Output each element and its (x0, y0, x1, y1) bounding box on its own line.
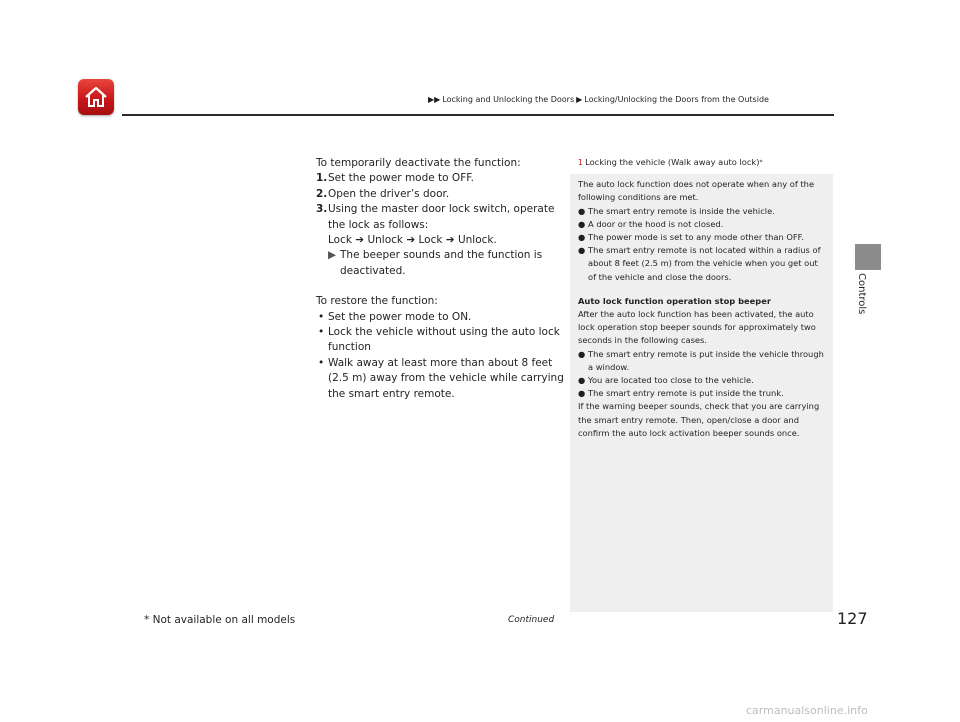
list-item (578, 218, 825, 231)
breadcrumb-item-outside[interactable]: Locking/Unlocking the Doors from the Outside (584, 95, 769, 104)
step-text: Open the driver’s door. (328, 187, 450, 200)
sequence-word: Unlock (367, 234, 403, 247)
step-number: 3. (316, 203, 328, 216)
list-item-text: The smart entry remote is not located within a radius of about 8 feet (2.5 m) from the vehicle when you get out of the vehicle and close the doors. (588, 245, 821, 282)
list-item (578, 231, 825, 244)
section-tab[interactable] (855, 244, 881, 270)
list-item-text: The smart entry remote is put inside the vehicle through a window. (588, 348, 824, 372)
step-number: 2. (316, 187, 328, 200)
sidebar-paragraph: The auto lock function does not operate when any of the following conditions are met. (578, 179, 815, 203)
list-item (578, 374, 825, 387)
bullet-icon: • (318, 356, 325, 369)
sidebar-title (570, 156, 833, 174)
breadcrumb (428, 95, 769, 104)
step-2 (316, 187, 564, 202)
list-item-text: The power mode is set to any mode other than OFF. (588, 232, 804, 243)
bullet-icon: ● (578, 348, 586, 359)
list-item-text: A door or the hood is not closed. (588, 218, 724, 229)
bullet-icon: • (318, 326, 325, 339)
bullet-icon: ● (578, 232, 586, 243)
list-item (316, 325, 564, 356)
home-icon (83, 85, 109, 109)
arrow-right-icon: ➔ (406, 234, 416, 247)
list-item-text: The smart entry remote is inside the vehicle. (588, 205, 775, 216)
result-note (316, 248, 564, 279)
breadcrumb-arrow-icon: ▶▶ (428, 95, 441, 104)
sidebar-paragraph: If the warning beeper sounds, check that you are carrying the smart entry remote. Then, open/close a door and confirm the auto lock activation beeper sounds once. (578, 401, 820, 438)
step-number: 1. (316, 172, 328, 185)
asterisk-marker: * (759, 159, 763, 166)
arrow-right-icon: ➔ (445, 234, 455, 247)
list-item-text: Lock the vehicle without using the auto lock function (328, 326, 560, 354)
sequence-word: Lock (328, 234, 352, 247)
breadcrumb-item-doors[interactable]: Locking and Unlocking the Doors (442, 95, 575, 104)
arrow-right-icon: ➔ (355, 234, 365, 247)
sidebar-paragraph: After the auto lock function has been activated, the auto lock operation stop beeper sounds for approximately two seconds in the following cases. (578, 309, 816, 346)
list-item (578, 244, 825, 284)
footnote: * Not available on all models (144, 614, 296, 626)
watermark: carmanualsonline.info (746, 704, 868, 717)
list-item-text: The smart entry remote is put inside the trunk. (588, 388, 784, 399)
bullet-icon: ● (578, 375, 586, 386)
list-item-text: You are located too close to the vehicle. (588, 375, 754, 386)
list-item-text: Walk away at least more than about 8 feet (2.5 m) away from the vehicle while carrying the smart entry remote. (328, 356, 564, 400)
reference-marker: 1 (578, 158, 584, 167)
main-content (316, 156, 564, 402)
home-button[interactable] (78, 79, 114, 115)
step-3 (316, 202, 564, 233)
continued-label: Continued (508, 615, 555, 625)
list-item-text: Set the power mode to ON. (328, 310, 472, 323)
bullet-icon: • (318, 310, 325, 323)
list-item (578, 205, 825, 218)
bullet-icon: ● (578, 218, 586, 229)
result-text: The beeper sounds and the function is deactivated. (340, 249, 543, 277)
bullet-icon: ● (578, 245, 586, 256)
list-item (578, 387, 825, 400)
step-text: Set the power mode to OFF. (328, 172, 474, 185)
sequence-word: Unlock. (457, 234, 497, 247)
lock-sequence (316, 233, 564, 248)
section-tab-label: Controls (856, 273, 867, 315)
intro-text: To temporarily deactivate the function: (316, 157, 521, 169)
step-1 (316, 171, 564, 186)
page-number: 127 (837, 609, 868, 628)
list-item (316, 356, 564, 402)
sidebar-subheading: Auto lock function operation stop beeper (578, 295, 771, 306)
step-text: Using the master door lock switch, operate the lock as follows: (328, 203, 555, 231)
bullet-icon: ● (578, 388, 586, 399)
sidebar-note (570, 156, 833, 612)
sidebar-title-text: Locking the vehicle (Walk away auto lock) (585, 157, 760, 167)
list-item (316, 310, 564, 325)
breadcrumb-arrow-icon: ▶ (576, 95, 583, 104)
list-item (578, 348, 825, 374)
result-arrow-icon: ▶ (328, 249, 337, 262)
restore-title: To restore the function: (316, 295, 438, 308)
sequence-word: Lock (418, 234, 443, 247)
bullet-icon: ● (578, 205, 586, 216)
header-rule (122, 114, 834, 116)
